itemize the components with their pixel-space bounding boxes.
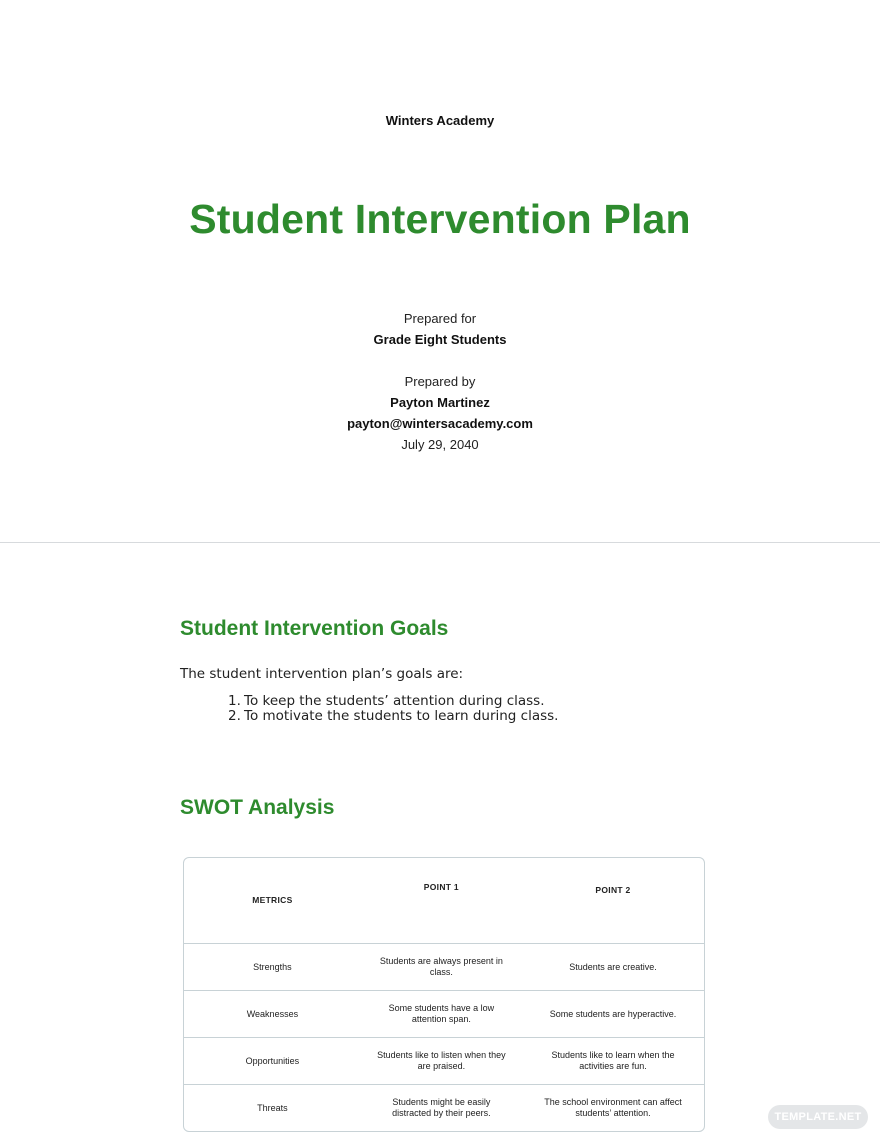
point1-cell: Students are always present in class. [361, 944, 522, 991]
swot-table [183, 857, 705, 1132]
document-title: Student Intervention Plan [189, 196, 691, 242]
watermark-badge: TEMPLATE.NET [768, 1105, 868, 1129]
point1-cell: Students might be easily distracted by their peers. [361, 1085, 522, 1131]
column-header: POINT 1 [423, 882, 459, 892]
table-row [184, 991, 704, 1038]
point1-cell: Students like to listen when they are praised. [361, 1038, 522, 1085]
point2-cell: Students like to learn when the activities are fun. [522, 1038, 704, 1085]
metric-cell: Weaknesses [184, 991, 361, 1038]
prepared-for-value: Grade Eight Students [373, 332, 507, 347]
goals-intro: The student intervention plan’s goals are: [180, 666, 464, 682]
author-email: payton@wintersacademy.com [347, 416, 533, 431]
column-header: POINT 2 [595, 885, 631, 895]
table-row [184, 1085, 704, 1131]
point2-cell: Students are creative. [522, 944, 704, 991]
goals-list [228, 694, 558, 724]
metric-cell: Opportunities [184, 1038, 361, 1085]
metric-cell: Threats [184, 1085, 361, 1131]
column-header: METRICS [252, 895, 293, 905]
table-row [184, 1038, 704, 1085]
prepared-for-label: Prepared for [403, 311, 477, 326]
document-date: July 29, 2040 [401, 437, 479, 452]
metric-cell: Strengths [184, 944, 361, 991]
point1-cell: Some students have a low attention span. [361, 991, 522, 1038]
point2-cell: The school environment can affect students’ attention. [522, 1085, 704, 1131]
table-header-row [184, 858, 704, 944]
point2-cell: Some students are hyperactive. [522, 991, 704, 1038]
page-divider [0, 542, 880, 543]
prepared-by-label: Prepared by [404, 374, 476, 389]
list-item: 2. To motivate the students to learn during class. [228, 708, 559, 724]
swot-heading: SWOT Analysis [180, 796, 335, 819]
school-name: Winters Academy [385, 113, 495, 128]
table-row [184, 944, 704, 991]
author-name: Payton Martinez [390, 395, 490, 410]
goals-heading: Student Intervention Goals [180, 617, 449, 640]
list-item: 1. To keep the students’ attention during class. [228, 693, 545, 709]
